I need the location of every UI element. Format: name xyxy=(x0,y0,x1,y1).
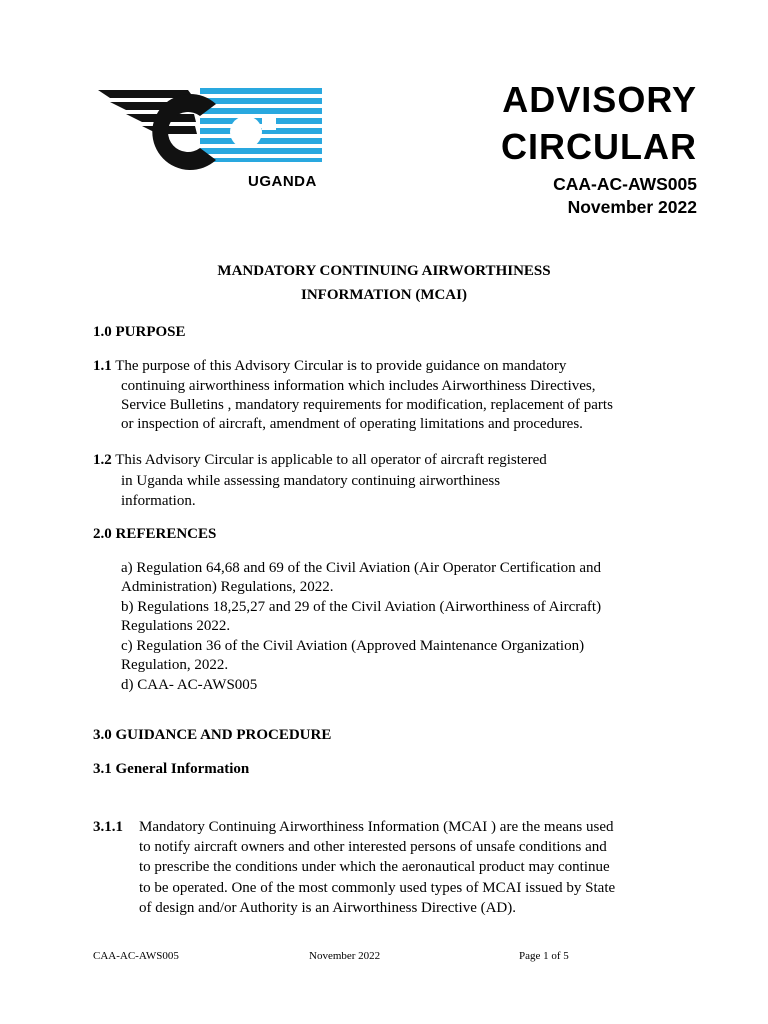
footer-page-number: Page 1 of 5 xyxy=(519,950,569,962)
document-title-line2: INFORMATION (MCAI) xyxy=(301,287,467,303)
reference-line: d) CAA- AC-AWS005 xyxy=(121,677,258,693)
paragraph-3-1-1-line: to notify aircraft owners and other interested persons of unsafe conditions and xyxy=(139,839,607,855)
reference-line: a) Regulation 64,68 and 69 of the Civil Aviation (Air Operator Certification and xyxy=(121,560,602,576)
paragraph-3-1-1-line: to be operated. One of the most commonly used types of MCAI issued by State xyxy=(139,880,616,896)
paragraph-1-2-line: in Uganda while assessing mandatory continuing airworthiness xyxy=(121,473,501,489)
paragraph-3-1-1-line: of design and/or Authority is an Airworthiness Directive (AD). xyxy=(139,900,517,916)
paragraph-3-1-1-number: 3.1.1 xyxy=(93,819,123,835)
footer-code: CAA-AC-AWS005 xyxy=(93,950,179,962)
paragraph-1-2-text: This Advisory Circular is applicable to all operator of aircraft registered xyxy=(111,452,547,468)
paragraph-1-1-line: or inspection of aircraft, amendment of operating limitations and procedures. xyxy=(121,416,583,432)
paragraph-1-1-first-line xyxy=(93,357,566,377)
subsection-general-information-heading: 3.1 General Information xyxy=(93,761,250,777)
paragraph-1-2-number: 1.2 xyxy=(93,452,112,468)
header-advisory: ADVISORY xyxy=(502,79,697,120)
paragraph-1-2-first-line xyxy=(93,451,547,471)
paragraph-1-1-number: 1.1 xyxy=(93,358,112,374)
paragraph-1-1-line: Service Bulletins , mandatory requirements for modification, replacement of parts xyxy=(121,397,613,413)
section-guidance-heading: 3.0 GUIDANCE AND PROCEDURE xyxy=(93,727,332,743)
section-purpose-heading: 1.0 PURPOSE xyxy=(93,324,186,340)
reference-line: b) Regulations 18,25,27 and 29 of the Civil Aviation (Airworthiness of Aircraft) xyxy=(121,599,602,615)
paragraph-1-1-text: The purpose of this Advisory Circular is to provide guidance on mandatory xyxy=(111,358,567,374)
reference-line: Regulation, 2022. xyxy=(121,657,229,673)
header-code: CAA-AC-AWS005 xyxy=(553,174,697,194)
document-title-line1: MANDATORY CONTINUING AIRWORTHINESS xyxy=(217,263,551,279)
paragraph-1-1-line: continuing airworthiness information which includes Airworthiness Directives, xyxy=(121,378,596,394)
paragraph-3-1-1-line: to prescribe the conditions under which the aeronautical product may continue xyxy=(139,859,610,875)
section-references-heading: 2.0 REFERENCES xyxy=(93,526,217,542)
header-circular: CIRCULAR xyxy=(501,126,697,167)
footer-date: November 2022 xyxy=(309,950,381,962)
paragraph-1-2-line: information. xyxy=(121,493,196,509)
reference-line: Regulations 2022. xyxy=(121,618,231,634)
reference-line: c) Regulation 36 of the Civil Aviation (Approved Maintenance Organization) xyxy=(121,638,585,654)
logo-uganda-text: UGANDA xyxy=(248,173,317,190)
caa-uganda-logo xyxy=(96,82,326,192)
header-date: November 2022 xyxy=(567,197,697,217)
paragraph-3-1-1-line: Mandatory Continuing Airworthiness Information (MCAI ) are the means used xyxy=(139,819,614,835)
reference-line: Administration) Regulations, 2022. xyxy=(121,579,334,595)
